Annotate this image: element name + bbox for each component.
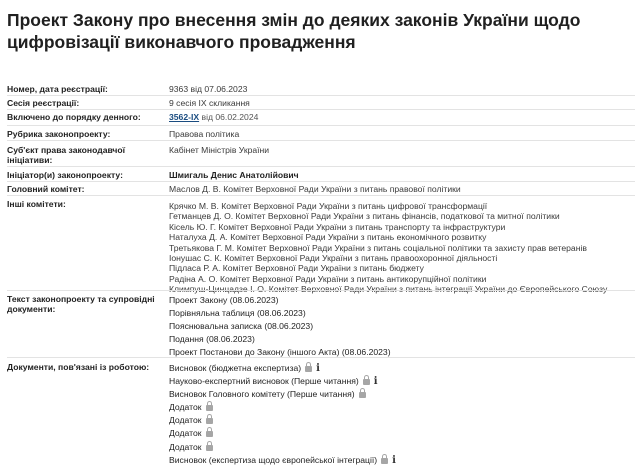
committee-item: Підласа Р. А. Комітет Верховної Ради України з питань бюджету xyxy=(169,263,424,274)
agenda-date: від 06.02.2024 xyxy=(201,112,259,122)
related-docs-list xyxy=(169,362,635,467)
lock-icon xyxy=(206,405,213,411)
text-doc-link[interactable]: Пояснювальна записка (08.06.2023) xyxy=(169,321,314,332)
other-committees-list xyxy=(169,201,635,295)
lock-icon xyxy=(305,366,312,372)
committee-item: Радіна А. О. Комітет Верховної Ради України з питань антикорупційної політики xyxy=(169,273,487,284)
divider xyxy=(7,166,635,167)
related-doc-link[interactable]: Висновок (експертиза щодо європейської інтеграції) xyxy=(169,454,378,465)
text-doc-link[interactable]: Проект Закону (08.06.2023) xyxy=(169,295,279,305)
rubric-label: Рубрика законопроекту: xyxy=(7,129,111,139)
agenda-link[interactable]: 3562-IX xyxy=(169,112,200,122)
lock-icon xyxy=(206,418,213,424)
subject-label: Суб'єкт права законодавчої ініціативи: xyxy=(7,145,126,166)
initiator-label: Ініціатор(и) законопроекту: xyxy=(7,170,123,180)
committee-item: Третьякова Г. М. Комітет Верховної Ради України з питань соціальної політики та захисту прав ветеранів xyxy=(169,242,587,253)
session-value: 9 сесія IX скликання xyxy=(169,98,250,108)
info-icon[interactable]: i xyxy=(373,376,378,388)
related-doc-link[interactable]: Додаток xyxy=(169,402,202,413)
committee-item: Гетманцев Д. О. Комітет Верховної Ради України з питань фінансів, податкової та митної політики xyxy=(169,211,560,222)
initiator-value: Шмигаль Денис Анатолійович xyxy=(169,170,299,180)
session-label: Сесія реєстрації: xyxy=(7,98,80,108)
agenda-label: Включено до порядку денного: xyxy=(7,112,141,122)
rubric-value: Правова політика xyxy=(169,129,240,139)
related-doc-link[interactable]: Науково-експертний висновок (Перше читання) xyxy=(169,376,359,387)
related-docs-label: Документи, пов'язані із роботою: xyxy=(7,362,150,372)
committee-item: Кісель Ю. Г. Комітет Верховної Ради України з питань транспорту та інфраструктури xyxy=(169,221,506,232)
text-doc-link[interactable]: Проект Постанови до Закону (іншого Акта) (08.06.2023) xyxy=(169,347,391,358)
subject-value: Кабінет Міністрів України xyxy=(169,145,270,155)
lock-icon xyxy=(206,445,213,451)
main-committee-value: Маслов Д. В. Комітет Верховної Ради України з питань правової політики xyxy=(169,184,461,194)
lock-icon xyxy=(359,392,366,398)
committee-item: Наталуха Д. А. Комітет Верховної Ради України з питань економічного розвитку xyxy=(169,232,487,243)
info-icon[interactable]: i xyxy=(316,363,320,374)
committee-item: Крячко М. В. Комітет Верховної Ради України з питань цифрової трансформації xyxy=(169,201,488,211)
texts-label: Текст законопроекту та супровідні документи: xyxy=(7,294,155,315)
main-committee-label: Головний комітет: xyxy=(7,184,85,194)
other-committees-label: Інші комітети: xyxy=(7,199,66,209)
related-doc-link[interactable]: Висновок (бюджетна експертиза) xyxy=(169,363,302,373)
lock-icon xyxy=(363,379,370,385)
divider xyxy=(7,125,635,126)
registration-value: 9363 від 07.06.2023 xyxy=(169,84,248,94)
info-icon[interactable]: i xyxy=(392,454,396,466)
related-doc-link[interactable]: Додаток xyxy=(169,441,202,452)
related-doc-link[interactable]: Додаток xyxy=(169,415,202,426)
divider xyxy=(7,290,635,291)
text-doc-link[interactable]: Порівняльна таблиця (08.06.2023) xyxy=(169,308,306,319)
lock-icon xyxy=(381,458,388,464)
divider xyxy=(7,140,635,141)
divider xyxy=(7,357,635,358)
related-doc-link[interactable]: Висновок Головного комітету (Перше читання) xyxy=(169,389,355,400)
lock-icon xyxy=(206,431,213,437)
committee-item: Климпуш-Цинцадзе І. О. Комітет Верховної Ради України з питань інтеграції України до Європейського Союзу xyxy=(169,284,608,295)
divider xyxy=(7,181,635,182)
related-doc-link[interactable]: Додаток xyxy=(169,428,202,439)
texts-list xyxy=(169,294,635,359)
registration-label: Номер, дата реєстрації: xyxy=(7,84,108,94)
text-doc-link[interactable]: Подання (08.06.2023) xyxy=(169,334,255,345)
divider xyxy=(7,95,635,96)
page-title: Проект Закону про внесення змін до деяких законів України щодо цифровізації виконавчого провадження xyxy=(7,10,581,52)
committee-item: Іонушас С. К. Комітет Верховної Ради України з питань правоохоронної діяльності xyxy=(169,253,498,264)
divider xyxy=(7,109,635,110)
divider xyxy=(7,195,635,196)
